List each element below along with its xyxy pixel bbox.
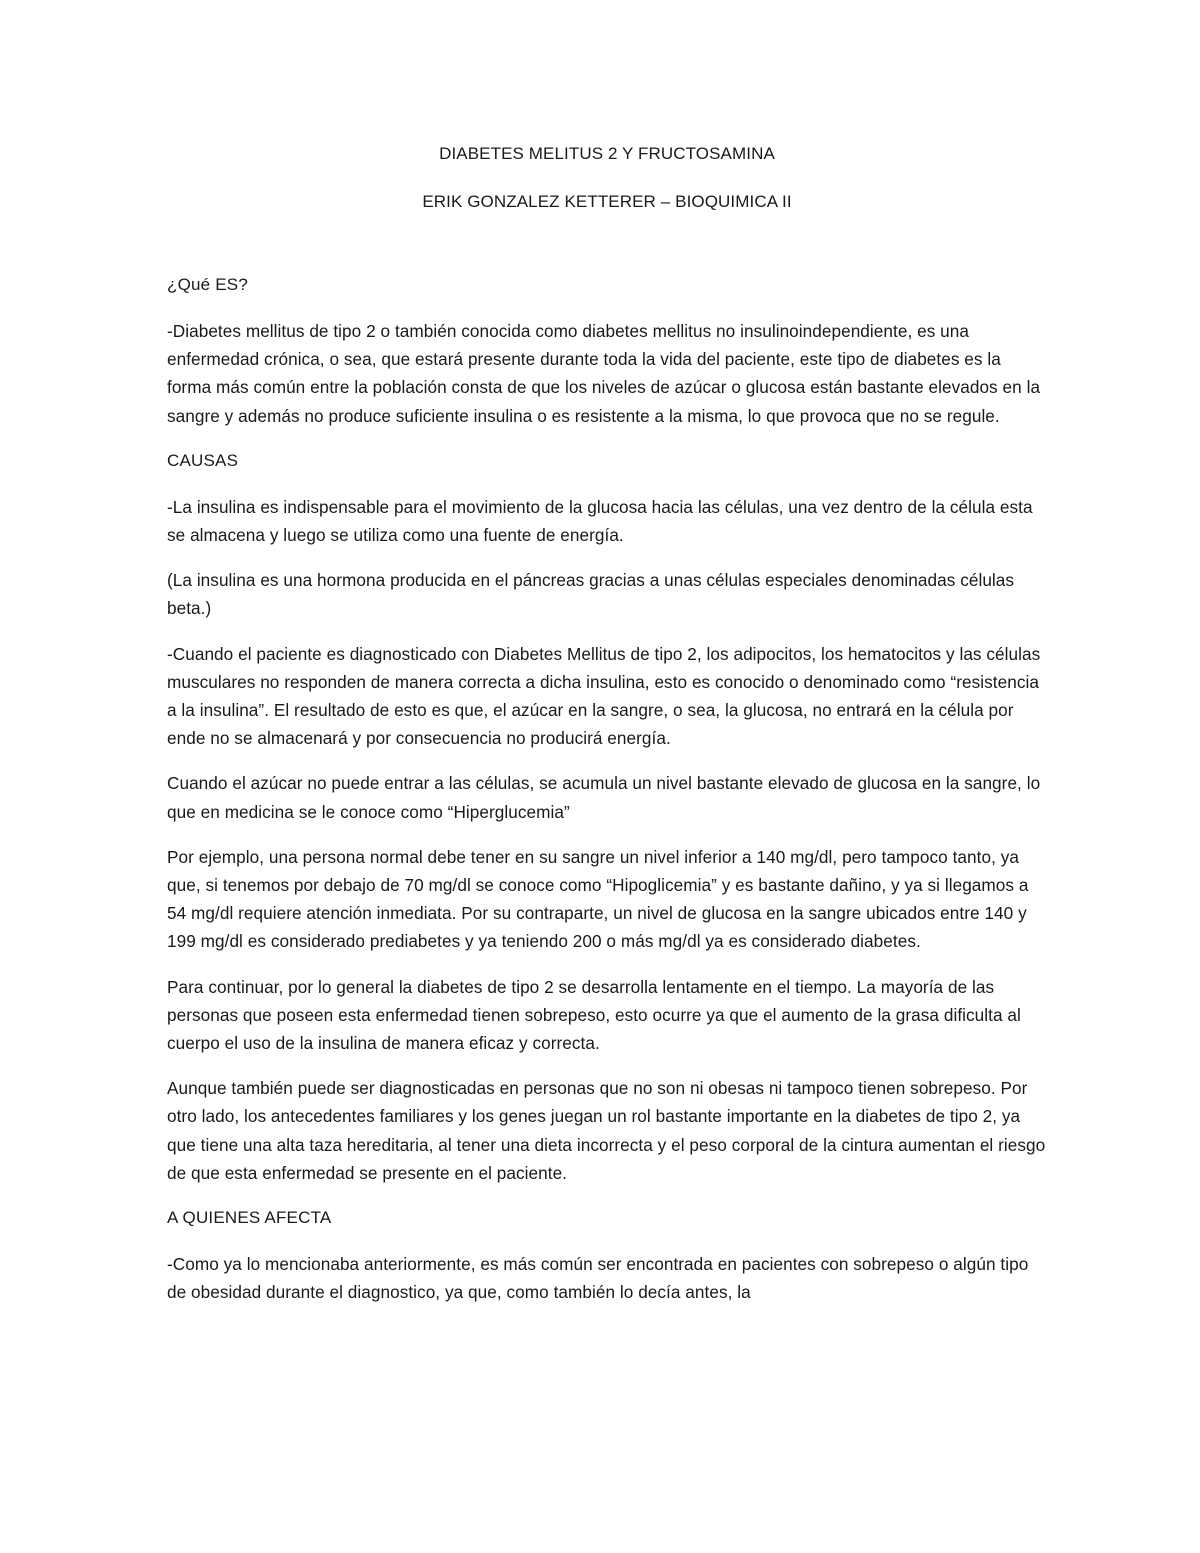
paragraph: -Cuando el paciente es diagnosticado con Diabetes Mellitus de tipo 2, los adipocitos, los hematocitos y las células musculares no responden de manera correcta a dicha insulina, esto es conocido o denominado como “resistencia a la insulina”. El resultado de esto es que, el azúcar en la sangre, o sea, la glucosa, no entrará en la célula por ende no se almacenará y por consecuencia no producirá energía. bbox=[167, 643, 1041, 749]
paragraph: Por ejemplo, una persona normal debe tener en su sangre un nivel inferior a 140 mg/dl, pero tampoco tanto, ya que, si tenemos por debajo de 70 mg/dl se conoce como “Hipoglicemia” y es bastante dañino, y ya si llegamos a 54 mg/dl requiere atención inmediata. Por su contraparte, un nivel de glucosa en la sangre ubicados entre 140 y 199 mg/dl es considerado prediabetes y ya teniendo 200 o más mg/dl ya es considerado diabetes. bbox=[167, 846, 1029, 952]
paragraph: -Diabetes mellitus de tipo 2 o también conocida como diabetes mellitus no insulinoindependiente, es una enfermedad crónica, o sea, que estará presente durante toda la vida del paciente, este tipo de diabetes es la forma más común entre la población consta de que los niveles de azúcar o glucosa están bastante elevados en la sangre y además no produce suficiente insulina o es resistente a la misma, lo que provoca que no se regule. bbox=[167, 321, 1041, 426]
section-heading-causas: CAUSAS bbox=[167, 450, 239, 470]
paragraph: -La insulina es indispensable para el movimiento de la glucosa hacia las células, una vez dentro de la célula esta se almacena y luego se utiliza como una fuente de energía. bbox=[167, 496, 1033, 546]
document-body bbox=[167, 140, 1047, 1323]
section-heading-a-quienes-afecta: A QUIENES AFECTA bbox=[167, 1208, 332, 1228]
paragraph: Para continuar, por lo general la diabetes de tipo 2 se desarrolla lentamente en el tiempo. La mayoría de las personas que poseen esta enfermedad tienen sobrepeso, esto ocurre ya que el aumento de la grasa dificulta al cuerpo el uso de la insulina de manera eficaz y correcta. bbox=[167, 976, 1021, 1054]
document-title: DIABETES MELITUS 2 Y FRUCTOSAMINA bbox=[439, 144, 775, 163]
paragraph: Cuando el azúcar no puede entrar a las células, se acumula un nivel bastante elevado de glucosa en la sangre, lo que en medicina se le conoce como “Hiperglucemia” bbox=[167, 773, 1041, 822]
section-heading-que-es: ¿Qué ES? bbox=[167, 275, 248, 294]
paragraph: Aunque también puede ser diagnosticadas en personas que no son ni obesas ni tampoco tienen sobrepeso. Por otro lado, los antecedentes familiares y los genes juegan un rol bastante importante en la diabetes de tipo 2, ya que tiene una alta taza hereditaria, al tener una dieta incorrecta y el peso corporal de la cintura aumentan el riesgo de que esta enfermedad se presente en el paciente. bbox=[167, 1078, 1046, 1183]
author-line: ERIK GONZALEZ KETTERER – BIOQUIMICA II bbox=[422, 192, 792, 211]
paragraph: -Como ya lo mencionaba anteriormente, es más común ser encontrada en pacientes con sobrepeso o algún tipo de obesidad durante el diagnostico, ya que, como también lo decía antes, la bbox=[167, 1254, 1029, 1303]
paragraph: (La insulina es una hormona producida en el páncreas gracias a unas células especiales denominadas células beta.) bbox=[167, 570, 1015, 619]
